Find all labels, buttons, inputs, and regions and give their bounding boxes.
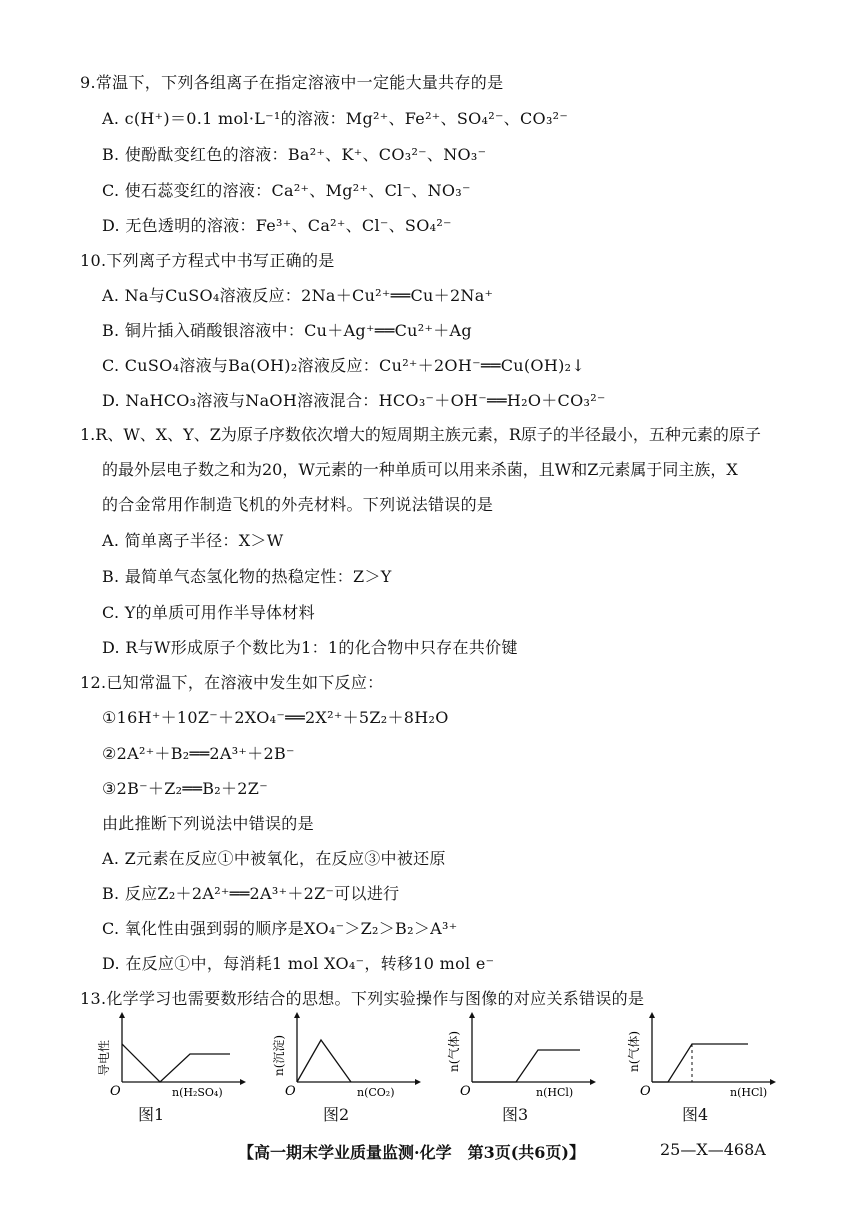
figure-1-graph: [90, 1010, 250, 1105]
question-11-stem-line-1: 1.R、W、X、Y、Z为原子序数依次增大的短周期主族元素，R原子的半径最小，五种元素的原子: [80, 425, 761, 444]
question-11-option-d: D. R与W形成原子个数比为1：1的化合物中只存在共价键: [102, 638, 518, 657]
figure-3-caption: 图3: [502, 1105, 529, 1124]
question-12-reaction-1: ①16H⁺＋10Z⁻＋2XO₄⁻══2X²⁺＋5Z₂＋8H₂O: [102, 708, 449, 727]
figure-4-caption: 图4: [682, 1105, 709, 1124]
question-11-option-b: B. 最简单气态氢化物的热稳定性：Z＞Y: [102, 567, 392, 586]
figure-2: [265, 1010, 425, 1124]
figure-2-y-label: n(沉淀): [272, 1034, 286, 1076]
figure-3-x-arrow: [590, 1079, 596, 1085]
question-12-prompt: 由此推断下列说法中错误的是: [102, 814, 314, 833]
question-9-stem: 9.常温下，下列各组离子在指定溶液中一定能大量共存的是: [80, 73, 504, 92]
figure-1-curve: [122, 1044, 230, 1082]
question-10-option-c: C. CuSO₄溶液与Ba(OH)₂溶液反应：Cu²⁺＋2OH⁻══Cu(OH)₂↓: [102, 356, 586, 375]
figure-4-x-arrow: [770, 1079, 776, 1085]
figure-3-y-arrow: [469, 1012, 475, 1018]
question-13-figures: [90, 1010, 790, 1124]
figure-1-caption: 图1: [138, 1105, 165, 1124]
question-12-reaction-3: ③2B⁻＋Z₂══B₂＋2Z⁻: [102, 779, 268, 798]
question-11-option-c: C. Y的单质可用作半导体材料: [102, 603, 315, 622]
question-9-option-c: C. 使石蕊变红的溶液：Ca²⁺、Mg²⁺、Cl⁻、NO₃⁻: [102, 181, 471, 200]
page-footer-code: 25—X—468A: [660, 1140, 766, 1159]
figure-4-origin: O: [640, 1084, 651, 1099]
figure-1-x-arrow: [240, 1079, 246, 1085]
figure-2-x-arrow: [415, 1079, 421, 1085]
figure-4-y-arrow: [649, 1012, 655, 1018]
figure-4-graph: [620, 1010, 780, 1105]
figure-3-x-label: n(HCl): [536, 1086, 574, 1099]
figure-2-x-label: n(CO₂): [357, 1086, 395, 1099]
figure-1-y-arrow: [119, 1012, 125, 1018]
question-11-stem-line-2: 的最外层电子数之和为20，W元素的一种单质可以用来杀菌，且W和Z元素属于同主族，X: [102, 460, 738, 479]
figure-2-graph: [265, 1010, 425, 1105]
figure-3-origin: O: [460, 1084, 471, 1099]
figure-1-x-label: n(H₂SO₄): [172, 1086, 223, 1099]
figure-1: [90, 1010, 250, 1124]
figure-3-y-label: n(气体): [447, 1030, 461, 1072]
question-12-option-a: A. Z元素在反应①中被氧化，在反应③中被还原: [102, 849, 446, 868]
figure-4: [620, 1010, 780, 1124]
figure-3: [440, 1010, 600, 1124]
question-10-option-d: D. NaHCO₃溶液与NaOH溶液混合：HCO₃⁻＋OH⁻══H₂O＋CO₃²⁻: [102, 391, 606, 410]
question-10-stem: 10.下列离子方程式中书写正确的是: [80, 251, 335, 270]
question-12-stem: 12.已知常温下，在溶液中发生如下反应：: [80, 673, 384, 692]
figure-1-y-label: 导电性: [97, 1039, 111, 1076]
figure-2-caption: 图2: [323, 1105, 350, 1124]
figure-4-x-label: n(HCl): [730, 1086, 768, 1099]
question-13-stem: 13.化学学习也需要数形结合的思想。下列实验操作与图像的对应关系错误的是: [80, 989, 645, 1008]
question-10-option-b: B. 铜片插入硝酸银溶液中：Cu＋Ag⁺══Cu²⁺＋Ag: [102, 321, 472, 340]
question-12-reaction-2: ②2A²⁺＋B₂══2A³⁺＋2B⁻: [102, 744, 295, 763]
question-10-option-a: A. Na与CuSO₄溶液反应：2Na＋Cu²⁺══Cu＋2Na⁺: [102, 286, 494, 305]
question-9-option-a: A. c(H⁺)＝0.1 mol·L⁻¹的溶液：Mg²⁺、Fe²⁺、SO₄²⁻、CO₃²⁻: [102, 109, 569, 128]
question-12-option-d: D. 在反应①中，每消耗1 mol XO₄⁻，转移10 mol e⁻: [102, 954, 495, 973]
figure-4-curve: [652, 1044, 748, 1082]
page-footer-title: 【高一期末学业质量监测·化学 第3页(共6页)】: [238, 1143, 585, 1162]
figure-3-graph: [440, 1010, 600, 1105]
figure-2-curve: [297, 1040, 351, 1082]
figure-3-curve: [472, 1050, 580, 1082]
figure-2-y-arrow: [294, 1012, 300, 1018]
figure-1-origin: O: [110, 1084, 121, 1099]
figure-2-origin: O: [285, 1084, 296, 1099]
question-11-option-a: A. 简单离子半径：X＞W: [102, 531, 284, 550]
question-9-option-b: B. 使酚酞变红色的溶液：Ba²⁺、K⁺、CO₃²⁻、NO₃⁻: [102, 145, 487, 164]
figure-4-y-label: n(气体): [627, 1030, 641, 1072]
question-11-stem-line-3: 的合金常用作制造飞机的外壳材料。下列说法错误的是: [102, 495, 494, 514]
question-9-option-d: D. 无色透明的溶液：Fe³⁺、Ca²⁺、Cl⁻、SO₄²⁻: [102, 216, 452, 235]
question-12-option-c: C. 氧化性由强到弱的顺序是XO₄⁻＞Z₂＞B₂＞A³⁺: [102, 919, 458, 938]
question-12-option-b: B. 反应Z₂＋2A²⁺══2A³⁺＋2Z⁻可以进行: [102, 884, 400, 903]
